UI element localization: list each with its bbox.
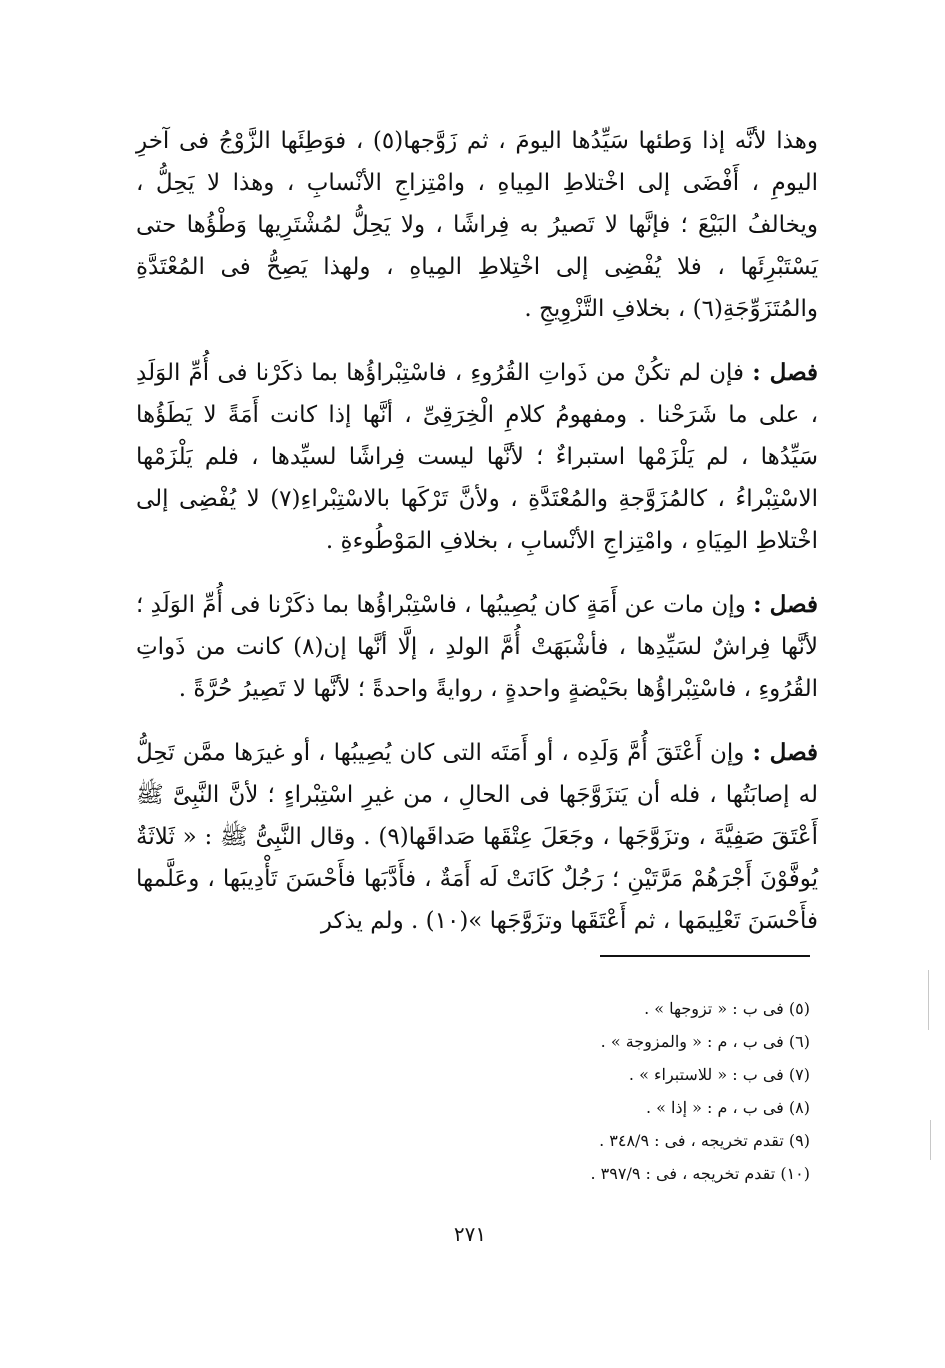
paragraph-4: [136, 732, 818, 942]
paragraph-4-text: وإن أَعْتَقَ أُمَّ وَلَدِه ، أو أَمَتَه التى كان يُصِيبُها ، أو غيرَها ممَّن تَحِلُّ له إصابَتُها ، فله أن يَتزَوَّجَها فى الحالِ ، من غيرِ اسْتِبْراءٍ ؛ لأنَّ النَّبِىَّ ﷺ أَعْتَقَ صَفِيَّةَ ، وتزَوَّجَها ، وجَعَلَ عِتْقَها صَداقَها(٩) . وقال النَّبِىُّ ﷺ : « ثَلاثَةٌ يُوفَّوْنَ أَجْرَهُمْ مَرَّتَيْنِ ؛ رَجُلٌ كَانَتْ لَه أَمَةٌ ، فأَدَّبَها فأَحْسَنَ تَأْدِيبَها ، وعَلَّمها فأَحْسَنَ تَعْلِيمَها ، ثم أَعْتَقَها وتزَوَّجَها »(١٠) . ولم يذكر: [136, 740, 818, 934]
footnote-5: (٥) فى ب : « تزوجها » .: [644, 999, 810, 1018]
scan-edge-mark: [930, 1120, 931, 1160]
section-heading: فصل :: [752, 739, 819, 766]
paragraph-2: [136, 352, 818, 562]
footnote-separator: [600, 955, 810, 957]
footnote-6: (٦) فى ب ، م : « والمزوجة » .: [600, 1032, 810, 1051]
footnote-10: (١٠) تقدم تخريجه ، فى : ٣٩٧/٩ .: [590, 1164, 810, 1183]
section-heading: فصل :: [753, 591, 819, 618]
section-heading: فصل :: [752, 359, 819, 386]
paragraph-1-text: وهذا لأنَّه إذا وَطئها سَيِّدُها اليومَ ، ثم زَوَّجها(٥) ، فوَطِئَها الزَّوْجُ فى آخرِ اليومِ ، أَفْضَى إلى اخْتلاطِ المِياهِ ، وامْتِزاجِ الأنْسابِ ، وهذا لا يَحِلُّ ، ويخالفُ البَيْعَ ؛ فإنَّها لا تَصيرُ به فِراشًا ، ولا يَحِلُّ لمُشْتَرِيها وَطْؤُها حتى يَسْتَبْرِئَها ، فلا يُفْضِى إلى اخْتِلاطِ المِياهِ ، ولهذا يَصِحُّ فى المُعْتَدَّةِ والمُتَزَوِّجَةِ(٦) ، بخلافِ التَّزْوِيجِ .: [136, 128, 818, 322]
footnote-8: (٨) فى ب ، م : « إذا » .: [645, 1098, 810, 1117]
footnote-7: (٧) فى ب : « للاستبراء » .: [628, 1065, 810, 1084]
footnotes: [560, 992, 810, 1190]
paragraph-2-text: فإن لم تكُنْ من ذَواتِ القُرُوءِ ، فاسْتِبْراؤُها بما ذكَرْنا فى أُمِّ الوَلَدِ ، على ما شَرَحْنا . ومفهومُ كلامِ الْخِرَقِىِّ ، أنَّها إذا كانت أَمَةً لا يَطَؤُها سَيِّدُها ، لم يَلْزَمْها استبراءٌ ؛ لأنَّها ليست فِراشًا لسيِّدها ، فلم يَلْزَمْها الاسْتِبْراءُ ، كالمُزَوَّجةِ والمُعْتَدَّةِ ، ولأنَّ تَرْكَها بالاسْتِبْراءِ(٧) لا يُفْضِى إلى اخْتلاطِ المِيَاهِ ، وامْتِزاجِ الأنْسابِ ، بخلافِ المَوْطُوءةِ .: [136, 360, 818, 554]
footnote-9: (٩) تقدم تخريجه ، فى : ٣٤٨/٩ .: [599, 1131, 810, 1150]
page-number: ٢٧١: [453, 1222, 487, 1246]
scan-edge-mark: [928, 970, 929, 1030]
main-text: [136, 120, 818, 964]
paragraph-3-text: وإن مات عن أَمَةٍ كان يُصِيبُها ، فاسْتِبْراؤُها بما ذكَرْنا فى أُمِّ الوَلَدِ ؛ لأنَّها فِراشٌ لسَيِّدِها ، فأشْبَهَتْ أُمَّ الولدِ ، إلَّا أنَّها إن(٨) كانت من ذَواتِ القُرُوءِ ، فاسْتِبْراؤُها بحَيْضةٍ واحدةٍ ، روايةً واحدةً ؛ لأنَّها لا تَصِيرُ حُرَّةً .: [136, 592, 818, 702]
paragraph-3: [136, 584, 818, 710]
paragraph-1: [136, 120, 818, 330]
